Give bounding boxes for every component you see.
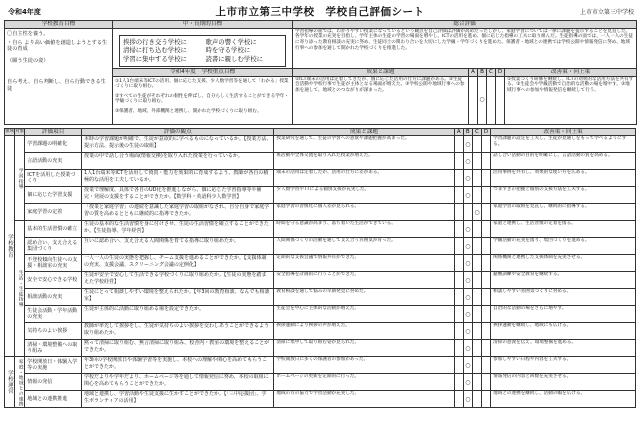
improve-cell: 家庭学習の取組を見直し、継続的に指導する。 bbox=[491, 204, 636, 221]
table-row bbox=[5, 221, 636, 238]
mid-goal-box bbox=[119, 35, 286, 67]
rating-cell-d bbox=[482, 289, 491, 306]
rating-cell-d bbox=[482, 238, 491, 255]
area-cell: 学校教育 bbox=[5, 136, 15, 357]
result-cell: 安全指導を計画的に行うことができた。 bbox=[274, 272, 454, 289]
result-cell: 授業研究を通して、生徒の学習への意欲や課題把握が高まった。 bbox=[274, 136, 454, 153]
rating-cell-c bbox=[472, 255, 481, 272]
rating-cell-d bbox=[482, 221, 491, 238]
mid-goal-header: 中・長期的目標 bbox=[113, 21, 293, 29]
rating-cell-d bbox=[482, 306, 491, 323]
item-cell: 相談活動の充実 bbox=[25, 289, 82, 306]
rating-cell-b: ○ bbox=[463, 374, 472, 391]
rating-cell-b: ○ bbox=[463, 238, 472, 255]
school-name: 上市市立第三中学校 bbox=[579, 9, 634, 16]
table-row bbox=[5, 255, 636, 272]
improve-cell: 関係機関と連携した支援体制を充実させる。 bbox=[491, 255, 636, 272]
table-row bbox=[5, 374, 636, 391]
rating-cell-c bbox=[472, 272, 481, 289]
rating-cell-a bbox=[454, 136, 463, 153]
view-cell: 互いに認め合い、支え合える人間関係を育てる指導に取り組めたか。 bbox=[81, 238, 273, 255]
rating-cell-a bbox=[454, 306, 463, 323]
view-cell: 授業で理解度、具体で各自のUD化を推進しながら、個に応じた学習指導等や補完・発展の支援をすることができたか。【数学科・英語科少人数学習】 bbox=[81, 187, 273, 204]
top-result-header: 成果と課題 bbox=[293, 68, 469, 76]
improve-cell: 避難訓練や安全教育を継続する。 bbox=[491, 272, 636, 289]
result-cell: 定期的な支援会議で情報共有ができた。 bbox=[274, 255, 454, 272]
rating-cell-a bbox=[454, 357, 463, 374]
rating-cell-b: ○ bbox=[463, 221, 472, 238]
target-cell: 家庭・地域との連携 bbox=[15, 357, 25, 408]
improve-cell: 学級活動の充実を図り、集団づくりを進める。 bbox=[491, 238, 636, 255]
table-row bbox=[5, 289, 636, 306]
rating-cell-d bbox=[482, 340, 491, 357]
table-row bbox=[5, 153, 636, 170]
rating-cell-b: ○ bbox=[463, 136, 472, 153]
item-cell: 不登校傾向生徒への支援・相談室の充実 bbox=[25, 255, 82, 272]
rating-cell-c bbox=[472, 136, 481, 153]
mid-goal-item: 挨拶の行き交う学校に bbox=[123, 37, 187, 46]
view-header: 評価の観点 bbox=[81, 128, 273, 136]
this-year-goal-list bbox=[113, 76, 293, 124]
rating-cell-d bbox=[482, 204, 491, 221]
result-cell: 地域の方の協力で学習活動が充実した。 bbox=[274, 391, 454, 408]
goals-table bbox=[4, 20, 637, 125]
rating-cell-d bbox=[482, 272, 491, 289]
overall-text: 学習指導の面では、わかりやすい授業になっているという観点を自己評価は評価が高めだったしかし、家庭学習については一律に課題を提示することを見直した。各学年の授業の充実を目指し、学年主体の生徒の学習の場面を増やし、ICTの活用を進め、個に応じた指導の工夫に取り組んだ。生徒指導の面では、一人一人の生徒に寄り添った教育相談の充実に努め、生徒同士の関わり合いを大切にした学級・学年づくりを進めた。保護者・地域との連携では学校公開や情報発信に努め、地域行事への参加を通して開かれた学校づくりを推進した。 bbox=[293, 28, 637, 68]
rating-cell-a bbox=[454, 204, 463, 221]
overall-header: 総合評価 bbox=[293, 21, 637, 29]
rating-cell-c bbox=[472, 170, 481, 187]
improve-cell: 自治的な活動の場をさらに増やす。 bbox=[491, 306, 636, 323]
col-c-header: C bbox=[472, 128, 481, 136]
view-cell: 年3回の学校開放日や体験学習等を実施し、本校への理解や関心を高めてもらうことができたか。 bbox=[81, 357, 273, 374]
table-row bbox=[5, 272, 636, 289]
view-cell: 教師が率先して挨拶をし、生徒が気持ちのよい挨拶を交わしあうことができるよう取り組めたか。 bbox=[81, 323, 273, 340]
col-d-header: D bbox=[482, 128, 491, 136]
result-cell: 清掃に集中して取り組む姿が見られた。 bbox=[274, 340, 454, 357]
top-col-d: D bbox=[496, 68, 505, 76]
rating-cell-d bbox=[482, 255, 491, 272]
item-header: 評価項目 bbox=[25, 128, 82, 136]
result-cell: 人間関係づくりの活動を通して支え合う雰囲気が育った。 bbox=[274, 238, 454, 255]
view-cell: 一人一人の生徒の実態を把握し、チーム支援を進めることができたか。【支援体制の充実、支援会議、スクリーニング会議の定例化】 bbox=[81, 255, 273, 272]
rating-cell-d bbox=[482, 136, 491, 153]
top-mark-d bbox=[496, 76, 505, 124]
improve-cell: 地域との連携を継続し、活動の幅を広げる。 bbox=[491, 391, 636, 408]
improve-cell: つまずきの把握と個別の支援方法を工夫する。 bbox=[491, 187, 636, 204]
item-cell: 個に応じた学習支援 bbox=[25, 187, 82, 204]
rating-cell-c bbox=[472, 221, 481, 238]
sheet-title: 上市市立第三中学校 学校自己評価シート bbox=[215, 6, 425, 18]
result-cell: 時間を守る意識が高まり、落ち着いた生活ができている。 bbox=[274, 221, 454, 238]
area-cell: 学校運営 bbox=[5, 357, 15, 408]
item-cell: 言語活動の充実 bbox=[25, 153, 82, 170]
result-cell: 挨拶運動により挨拶の声が増えた。 bbox=[274, 323, 454, 340]
improve-cell: 学習課題の設定を工夫し、生徒が見通しをもって学べるようにする。 bbox=[491, 136, 636, 153]
top-col-b: B bbox=[478, 68, 487, 76]
table-row bbox=[5, 238, 636, 255]
result-cell: 学校開放日に多くの保護者の参加があった。 bbox=[274, 357, 454, 374]
rating-cell-c bbox=[472, 238, 481, 255]
goal-line: （願う生徒の姿） bbox=[7, 58, 49, 65]
result-cell: 少人数学習やTTによる個別支援が充実した。 bbox=[274, 187, 454, 204]
table-row bbox=[5, 340, 636, 357]
item-cell: 情報の発信 bbox=[25, 374, 82, 391]
top-mark-b: ○ bbox=[478, 76, 487, 124]
rating-cell-a bbox=[454, 238, 463, 255]
mid-goal-item: 歌声の響く学校に bbox=[205, 37, 257, 46]
rating-cell-a bbox=[454, 374, 463, 391]
rating-cell-b: ○ bbox=[463, 153, 472, 170]
this-year-goal-item: ①1人1台端末等ICTの活用、個に応じた支援、少人数学習等を通して「わかる」授業づくりに取り組む。 bbox=[115, 78, 289, 90]
improve-cell: 参加しやすい日程や内容を工夫する。 bbox=[491, 357, 636, 374]
rating-cell-b: ○ bbox=[463, 289, 472, 306]
item-cell: 認め合い、支え合える集団づくり bbox=[25, 238, 82, 255]
result-cell: 教育相談を通して悩みの早期発見に努めた。 bbox=[274, 289, 454, 306]
table-row bbox=[5, 204, 636, 221]
item-cell: 学校開放日・体験入学等の実施 bbox=[25, 357, 82, 374]
rating-cell-b: ○ bbox=[463, 357, 472, 374]
item-cell: 家庭学習の定着 bbox=[25, 204, 82, 221]
target-cell: 生活・生徒指導 bbox=[15, 221, 25, 357]
improve-cell: 話し合い活動の目的を明確にし、言語活動の質を高める。 bbox=[491, 153, 636, 170]
improve-header: 改善策・向上策 bbox=[491, 128, 636, 136]
rating-cell-b: ○ bbox=[463, 255, 472, 272]
view-cell: 生徒の基本的な生活習慣を身に付けさせ、生徒の生活習慣を確立することができたか。【生徒指導、学年経営】 bbox=[81, 221, 273, 238]
mid-goal-item: 時を守る学校に bbox=[205, 46, 251, 55]
view-cell: 「授業と家庭学習」の連続を意識した家庭学習の取組がなされ、自分自身で家庭学習の質を高めるとともに継続的に指導できたか。 bbox=[81, 204, 273, 221]
view-cell: 地域と連携し、学習活動や生徒支援に生かすことができたか。【「三中応援団」、学生ボランティアの活用】 bbox=[81, 391, 273, 408]
top-col-c: C bbox=[487, 68, 496, 76]
mid-goal-item: 清掃に打ち込む学校に bbox=[123, 46, 187, 55]
rating-cell-b: ○ bbox=[463, 391, 472, 408]
view-cell: 授業の中で話し合う場面(情報交換)を取り入れた授業を行っているか。 bbox=[81, 153, 273, 170]
item-cell: 基本的生活習慣の確立 bbox=[25, 221, 82, 238]
rating-cell-c bbox=[472, 391, 481, 408]
table-row bbox=[5, 391, 636, 408]
improve-cell: 情報発信の内容と回数を充実させる。 bbox=[491, 374, 636, 391]
goal-line: 〇自主性を養う。 bbox=[7, 30, 49, 37]
area-header: 領域 bbox=[5, 129, 14, 135]
rating-cell-b: ○ bbox=[463, 306, 472, 323]
table-row bbox=[5, 357, 636, 374]
sheet-header bbox=[4, 4, 636, 20]
this-year-goal-item: ③保護者、地域、外部機関と連携し、開かれた学校づくりに取り組む。 bbox=[115, 109, 262, 114]
rating-cell-d bbox=[482, 153, 491, 170]
rating-cell-a bbox=[454, 391, 463, 408]
view-cell: 生徒が主体的に活動に取り組める場を設定できたか。 bbox=[81, 306, 273, 323]
rating-cell-a bbox=[454, 187, 463, 204]
improve-cell: 清掃の意義を伝え、環境整備を進める。 bbox=[491, 340, 636, 357]
top-mark-a bbox=[469, 76, 478, 124]
rating-cell-d bbox=[482, 391, 491, 408]
rating-cell-b: ○ bbox=[463, 187, 472, 204]
rating-cell-d bbox=[482, 357, 491, 374]
result-cell: 家庭学習の習慣化に個人差が見られる。 bbox=[274, 204, 454, 221]
this-year-goal-item: ②すべての生徒がそれぞれの個性を伸ばし、自分らしく生活することができる学年・学級づくりに取り組む。 bbox=[115, 93, 289, 105]
improve-cell: 活用事例を共有し、効果的な使い方を広める。 bbox=[491, 170, 636, 187]
rating-cell-a bbox=[454, 289, 463, 306]
target-cell: 学習指導 bbox=[15, 136, 25, 221]
item-cell: 気持ちのよい挨拶 bbox=[25, 323, 82, 340]
item-cell: 学習課題の明確化 bbox=[25, 136, 82, 153]
result-header: 成果と課題 bbox=[274, 128, 454, 136]
item-cell: 清掃・環境整備への取り組み bbox=[25, 340, 82, 357]
mid-goal-cell bbox=[113, 28, 293, 68]
table-row bbox=[5, 136, 636, 153]
target-header: 対象 bbox=[15, 129, 25, 135]
rating-cell-a bbox=[454, 153, 463, 170]
rating-cell-d bbox=[482, 323, 491, 340]
rating-cell-a bbox=[454, 170, 463, 187]
table-row bbox=[5, 187, 636, 204]
fiscal-year: 令和4年度 bbox=[8, 8, 41, 16]
col-b-header: B bbox=[463, 128, 472, 136]
table-row bbox=[5, 170, 636, 187]
rating-cell-c bbox=[472, 374, 481, 391]
table-row bbox=[5, 306, 636, 323]
item-cell: 生徒会活動・学年活動の充実 bbox=[25, 306, 82, 323]
result-cell: ホームページの更新を定期的に行った。 bbox=[274, 374, 454, 391]
top-result-text: ①ICT端末の活用は定着してきたが、個に応じた活用の仕方に課題がある。②生徒会活動や学校行事で生徒が主体となる場面が増えた。③学校公開や地域行事への参加を通して、地域とのつながりが深まった。 bbox=[293, 76, 469, 124]
rating-cell-d bbox=[482, 374, 491, 391]
item-cell: ICTを活用した授業づくり bbox=[25, 170, 82, 187]
rating-cell-d bbox=[482, 170, 491, 187]
view-cell: 黙って清掃に取り組む、無言清掃に取り組み、校舎内・教室の環境を整えることができたか。 bbox=[81, 340, 273, 357]
improve-cell: 家庭と連携し、生活習慣の定着を図る。 bbox=[491, 221, 636, 238]
top-improve-text: ①授業づくり研修を継続し、ICTの効果的な活用方法を共有する。②生徒会や学級活動で自治的な活動の場を増やす。③地域行事への参加や情報発信を継続して行う。 bbox=[505, 76, 637, 124]
rating-cell-c: ○ bbox=[472, 204, 481, 221]
rating-cell-c bbox=[472, 289, 481, 306]
rating-cell-b: ○ bbox=[463, 170, 472, 187]
rating-cell-b bbox=[463, 204, 472, 221]
improve-cell: 挨拶運動を継続し、地域にも広げる。 bbox=[491, 323, 636, 340]
goal-line: 自ら考え、自ら判断し、自ら行動できる生徒 bbox=[7, 78, 106, 92]
result-cell: 端末の活用は定着したが、活用の仕方に差がある。 bbox=[274, 170, 454, 187]
rating-cell-b: ○ bbox=[463, 272, 472, 289]
item-cell: 安全で安心できる学校 bbox=[25, 272, 82, 289]
view-cell: 1人1台端末等ICTを活用して資質・能力を効果的に育成するよう、教師が各自の積極的な活用を工夫しているか。 bbox=[81, 170, 273, 187]
top-improve-header: 改善策・向上策 bbox=[505, 68, 637, 76]
rating-cell-c bbox=[472, 323, 481, 340]
rating-cell-c bbox=[472, 357, 481, 374]
mid-goal-item: 学習に集中する学校に bbox=[123, 55, 187, 64]
mid-goal-item: 読書に親しむ学校に bbox=[205, 55, 264, 64]
school-goal-text bbox=[5, 28, 113, 124]
rating-cell-a bbox=[454, 340, 463, 357]
rating-cell-c bbox=[472, 306, 481, 323]
rating-cell-a bbox=[454, 255, 463, 272]
top-col-a: A bbox=[469, 68, 478, 76]
school-goal-header: 学校教育目標 bbox=[5, 21, 113, 29]
rating-cell-a bbox=[454, 323, 463, 340]
col-a-header: A bbox=[454, 128, 463, 136]
goal-line: ・自ら より高い価値を創造しようとする生徒の育成 bbox=[7, 39, 108, 53]
evaluation-table bbox=[4, 128, 636, 409]
top-mark-c bbox=[487, 76, 496, 124]
rating-cell-c bbox=[472, 340, 481, 357]
rating-cell-a bbox=[454, 221, 463, 238]
view-cell: 生徒にとって相談しやすい環境を整えられたか。【年3回の教育相談、なんでも相談室】 bbox=[81, 289, 273, 306]
rating-cell-c bbox=[472, 153, 481, 170]
rating-cell-c bbox=[472, 187, 481, 204]
result-cell: 生徒会を中心に主体的な活動が増えた。 bbox=[274, 306, 454, 323]
table-row bbox=[5, 323, 636, 340]
rating-cell-a bbox=[454, 272, 463, 289]
this-year-goal-header: 令和4年度 学校重点目標 bbox=[113, 68, 293, 76]
improve-cell: 相談しやすい雰囲気づくりに努める。 bbox=[491, 289, 636, 306]
rating-cell-d bbox=[482, 187, 491, 204]
view-cell: 生徒が安全で安心して生活できる学校づくりに取り組めたか。【生徒の実態を踏まえた学校経営】 bbox=[81, 272, 273, 289]
result-cell: 班活動や全体交流を取り入れた授業が増えた。 bbox=[274, 153, 454, 170]
view-cell: 学校だよりや学年だより、ホームページ等を通して情報発信に努め、本校の取組に関心を高めてもらうことができたか。 bbox=[81, 374, 273, 391]
item-cell: 地域との連携推進 bbox=[25, 391, 82, 408]
rating-cell-b: ○ bbox=[463, 340, 472, 357]
rating-cell-b: ○ bbox=[463, 323, 472, 340]
view-cell: 本時の学習課題が明確で、生徒が意欲的に学べるものになっているか。【授業方法、提示方法、提示後の生徒の取組】 bbox=[81, 136, 273, 153]
evaluation-sheet bbox=[4, 4, 636, 422]
